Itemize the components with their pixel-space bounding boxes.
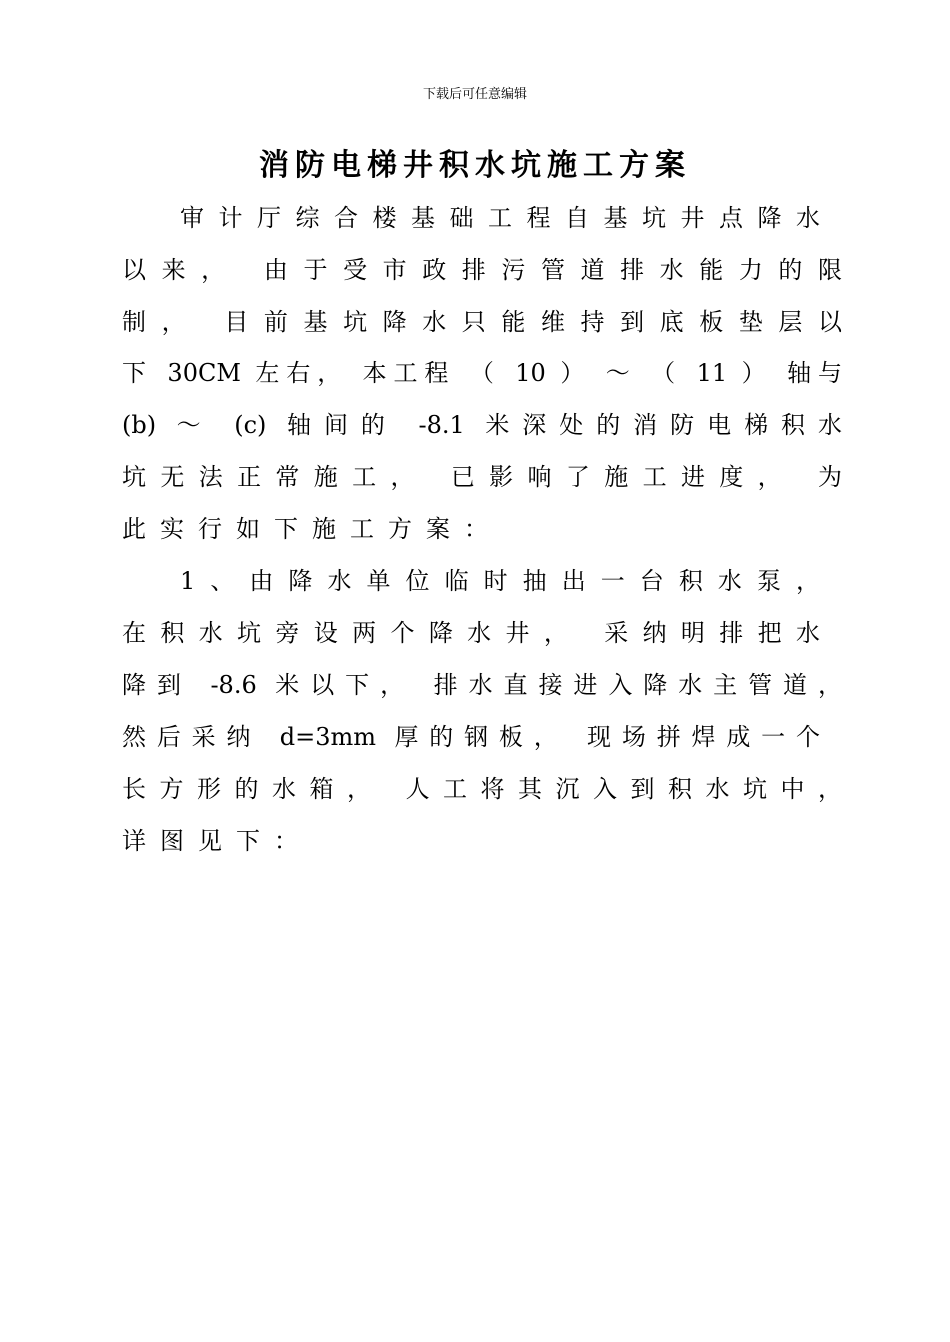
paragraph-line: 然后采纳 d=3mm 厚的钢板， 现场拼焊成一个: [122, 723, 820, 751]
paragraph-line: (b) ～ (c) 轴间的 -8.1 米深处的消防电梯积水: [122, 411, 842, 439]
paragraph-line: 降到 -8.6 米以下， 排水直接进入降水主管道，: [122, 671, 842, 699]
paragraph-line: 坑无法正常施工， 已影响了施工进度， 为: [122, 463, 842, 491]
paragraph-line: 长方形的水箱， 人工将其沉入到积水坑中，: [122, 775, 842, 803]
paragraph-line: 下 30CM 左右， 本工程 （ 10 ） ～ （ 11 ） 轴与: [122, 359, 842, 387]
paragraph-line: 审计厅综合楼基础工程自基坑井点降水: [180, 204, 820, 232]
paragraph-line: 详图见下：: [122, 827, 312, 855]
paragraph-line: 在积水坑旁设两个降水井， 采纳明排把水: [122, 619, 820, 647]
page-header-note: 下载后可任意编辑: [422, 87, 527, 102]
paragraph-line: 以来， 由于受市政排污管道排水能力的限: [122, 256, 842, 284]
paragraph-line: 1、由降水单位临时抽出一台积水泵，: [180, 567, 820, 595]
document-title: 消防电梯井积水坑施工方案: [259, 148, 691, 183]
paragraph-line: 此实行如下施工方案：: [122, 515, 502, 543]
paragraph-line: 制， 目前基坑降水只能维持到底板垫层以: [122, 308, 842, 336]
